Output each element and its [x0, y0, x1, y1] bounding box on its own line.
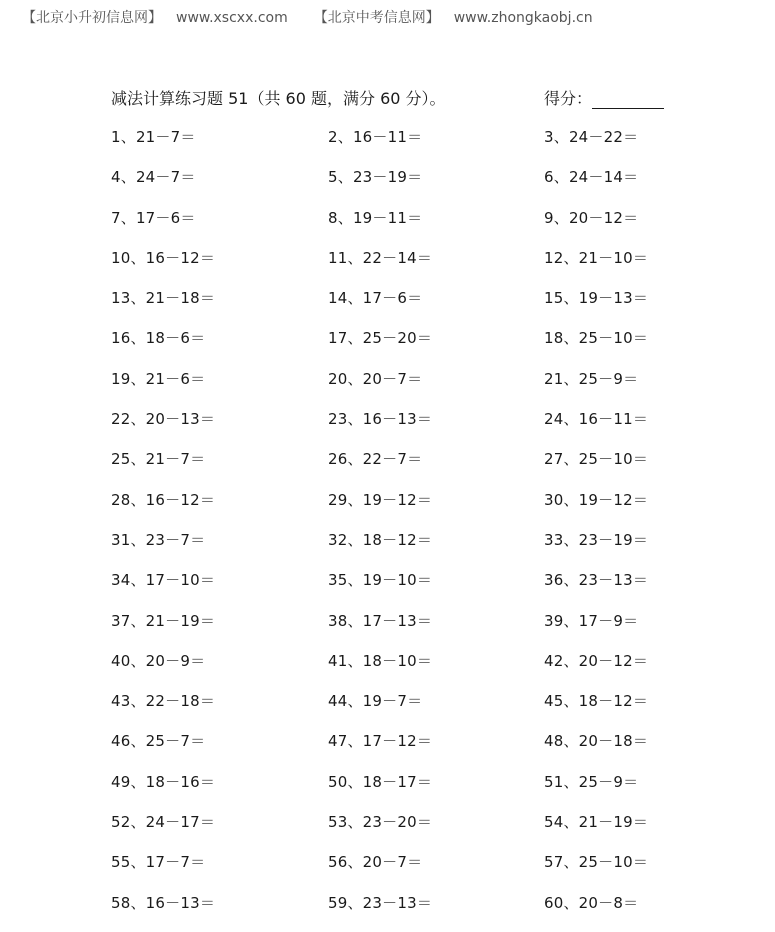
problem-item: 12、21－10＝ [544, 248, 649, 267]
problem-row [111, 327, 711, 367]
problem-row [111, 247, 711, 287]
problem-item: 26、22－7＝ [328, 450, 423, 469]
problem-item: 5、23－19＝ [328, 168, 423, 187]
problem-row [111, 287, 711, 327]
problem-item: 22、20－13＝ [111, 410, 216, 429]
problem-item: 41、18－10＝ [328, 651, 433, 670]
page-header [22, 7, 593, 27]
problem-item: 3、24－22＝ [544, 128, 639, 146]
site1-label: 【北京小升初信息网】 [22, 10, 162, 26]
problem-item: 36、23－13＝ [544, 571, 649, 590]
problem-item: 34、17－10＝ [111, 571, 216, 590]
problem-item: 17、25－20＝ [328, 329, 433, 348]
problem-item: 40、20－9＝ [111, 651, 206, 670]
problem-item: 51、25－9＝ [544, 772, 639, 791]
problem-item: 35、19－10＝ [328, 571, 433, 590]
score-field [544, 86, 664, 109]
worksheet-title: 减法计算练习题 51（共 60 题，满分 60 分）。 [111, 89, 446, 108]
problem-item: 54、21－19＝ [544, 813, 649, 832]
problem-item: 25、21－7＝ [111, 450, 206, 469]
problem-item: 31、23－7＝ [111, 530, 206, 549]
problem-item: 42、20－12＝ [544, 651, 649, 670]
problem-item: 43、22－18＝ [111, 692, 216, 711]
problem-item: 53、23－20＝ [328, 813, 433, 832]
problem-item: 27、25－10＝ [544, 450, 649, 469]
problem-item: 6、24－14＝ [544, 168, 639, 187]
problem-grid [111, 126, 711, 932]
problem-item: 9、20－12＝ [544, 208, 639, 227]
problem-item: 39、17－9＝ [544, 611, 639, 630]
problem-item: 18、25－10＝ [544, 329, 649, 348]
problem-row [111, 126, 711, 166]
problem-item: 7、17－6＝ [111, 208, 196, 227]
problem-item: 8、19－11＝ [328, 208, 423, 227]
problem-item: 48、20－18＝ [544, 732, 649, 751]
problem-row [111, 690, 711, 730]
problem-item: 13、21－18＝ [111, 289, 216, 308]
site1-url[interactable]: www.xscxx.com [176, 10, 288, 26]
problem-item: 56、20－7＝ [328, 853, 423, 872]
problem-item: 59、23－13＝ [328, 893, 433, 912]
problem-item: 1、21－7＝ [111, 128, 196, 146]
problem-item: 37、21－19＝ [111, 611, 216, 630]
problem-item: 58、16－13＝ [111, 893, 216, 912]
problem-item: 33、23－19＝ [544, 530, 649, 549]
problem-item: 28、16－12＝ [111, 490, 216, 509]
problem-row [111, 569, 711, 609]
problem-item: 46、25－7＝ [111, 732, 206, 751]
problem-row [111, 529, 711, 569]
title-row [111, 86, 671, 108]
problem-item: 60、20－8＝ [544, 893, 639, 912]
problem-item: 15、19－13＝ [544, 289, 649, 308]
problem-item: 14、17－6＝ [328, 289, 423, 308]
problem-row [111, 730, 711, 770]
problem-row [111, 207, 711, 247]
problem-item: 52、24－17＝ [111, 813, 216, 832]
score-blank[interactable] [592, 91, 664, 109]
site2-label: 【北京中考信息网】 [313, 10, 440, 26]
problem-item: 49、18－16＝ [111, 772, 216, 791]
problem-row [111, 811, 711, 851]
problem-row [111, 408, 711, 448]
problem-item: 50、18－17＝ [328, 772, 433, 791]
problem-item: 16、18－6＝ [111, 329, 206, 348]
problem-row [111, 892, 711, 932]
problem-item: 30、19－12＝ [544, 490, 649, 509]
problem-row [111, 448, 711, 488]
problem-item: 32、18－12＝ [328, 530, 433, 549]
problem-row [111, 650, 711, 690]
problem-item: 2、16－11＝ [328, 128, 423, 146]
problem-item: 44、19－7＝ [328, 692, 423, 711]
site2-url[interactable]: www.zhongkaobj.cn [453, 10, 593, 26]
problem-item: 55、17－7＝ [111, 853, 206, 872]
problem-row [111, 489, 711, 529]
problem-item: 47、17－12＝ [328, 732, 433, 751]
problem-item: 20、20－7＝ [328, 369, 423, 388]
problem-item: 57、25－10＝ [544, 853, 649, 872]
problem-item: 11、22－14＝ [328, 248, 433, 267]
problem-row [111, 166, 711, 206]
problem-item: 19、21－6＝ [111, 369, 206, 388]
problem-item: 38、17－13＝ [328, 611, 433, 630]
problem-item: 23、16－13＝ [328, 410, 433, 429]
problem-item: 10、16－12＝ [111, 248, 216, 267]
problem-row [111, 851, 711, 891]
problem-row [111, 771, 711, 811]
problem-item: 21、25－9＝ [544, 369, 639, 388]
problem-item: 45、18－12＝ [544, 692, 649, 711]
problem-row [111, 368, 711, 408]
score-label: 得分： [544, 89, 593, 108]
problem-item: 4、24－7＝ [111, 168, 196, 187]
problem-row [111, 610, 711, 650]
problem-item: 24、16－11＝ [544, 410, 649, 429]
problem-item: 29、19－12＝ [328, 490, 433, 509]
